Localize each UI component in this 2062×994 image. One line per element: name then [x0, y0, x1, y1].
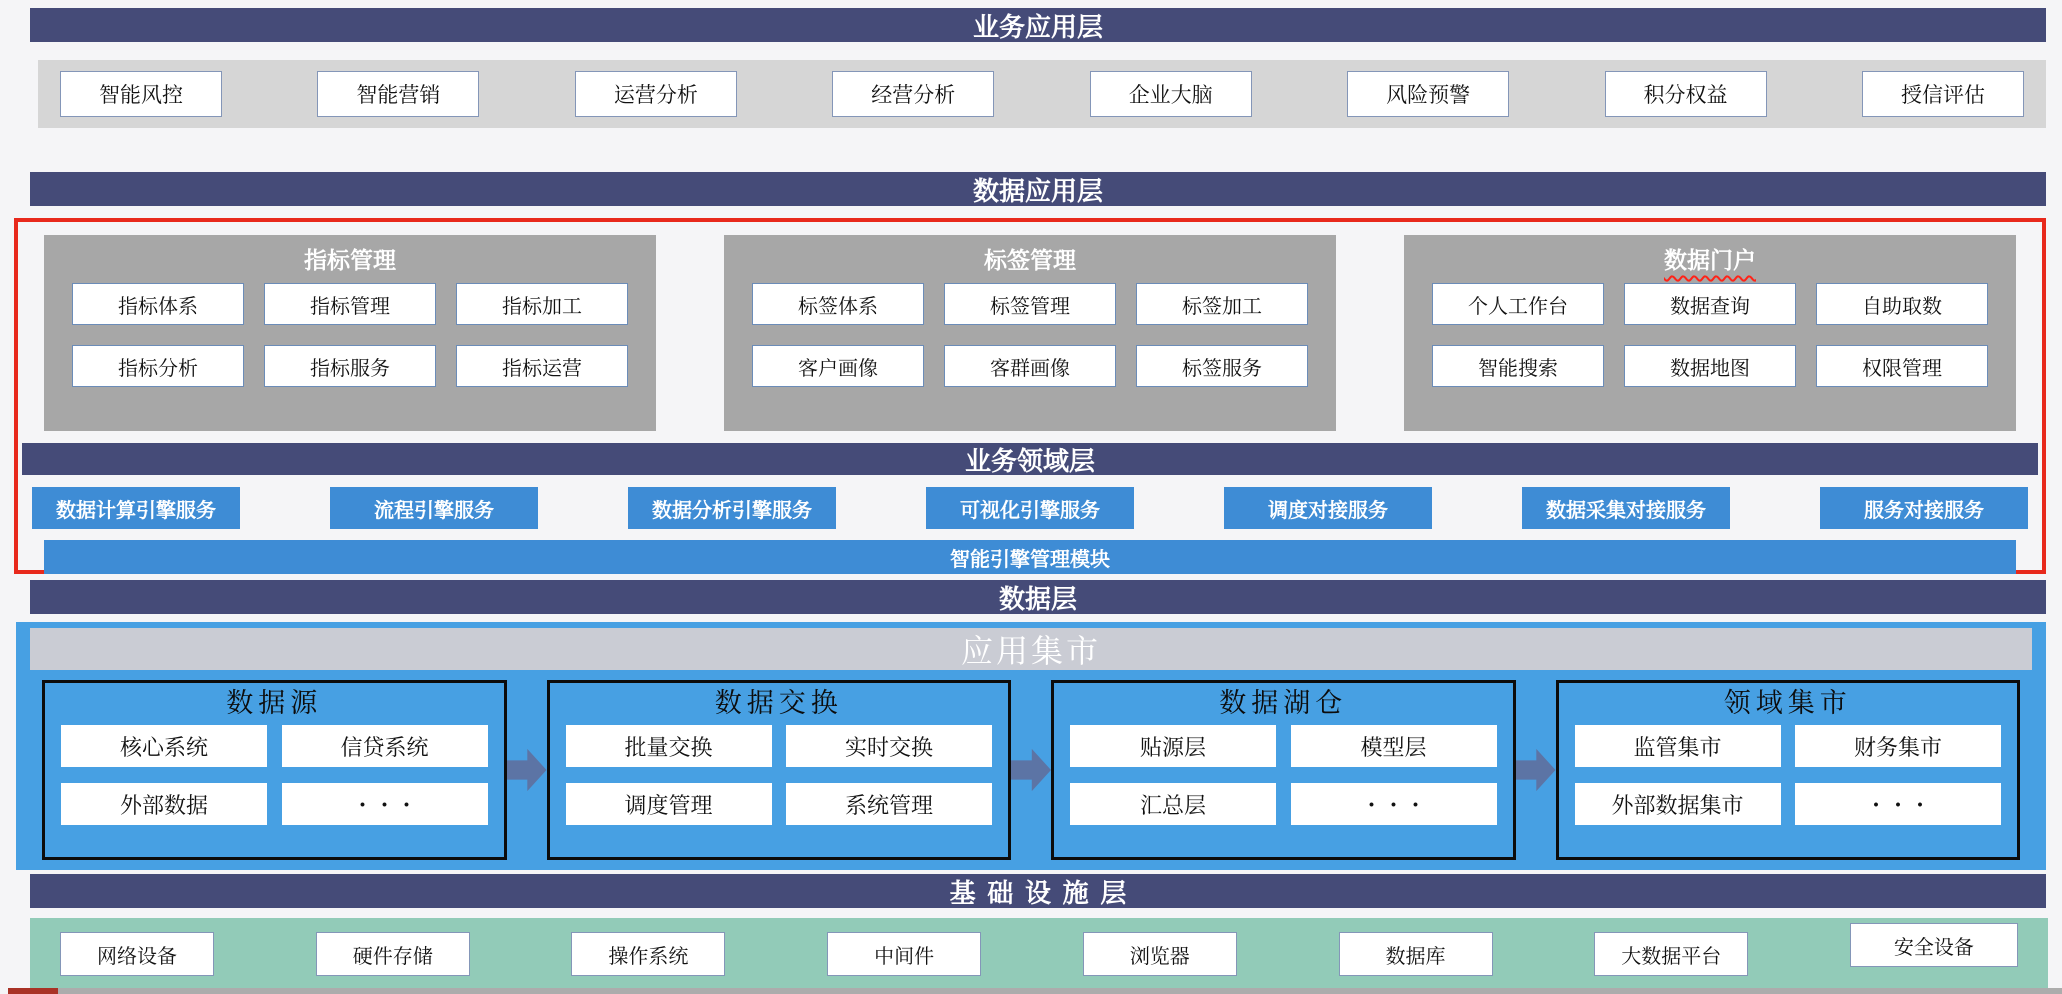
tag-box: 客户画像	[752, 345, 924, 387]
flow-arrow-icon	[507, 748, 547, 792]
tag-box: 标签服务	[1136, 345, 1308, 387]
business-app-box: 授信评估	[1862, 71, 2024, 117]
data-application-panels	[18, 222, 2042, 431]
panel-metric-management	[44, 235, 656, 431]
domain-mart-box: 财务集市	[1795, 725, 2001, 767]
business-app-box: 智能风控	[60, 71, 222, 117]
data-exchange-box: 系统管理	[786, 783, 992, 825]
infrastructure-box: 浏览器	[1083, 932, 1237, 976]
business-app-box: 经营分析	[832, 71, 994, 117]
infrastructure-box: 硬件存储	[316, 932, 470, 976]
panel-data-source	[42, 680, 507, 860]
panel-data-portal	[1404, 235, 2016, 431]
business-app-box: 智能营销	[317, 71, 479, 117]
portal-box: 智能搜索	[1432, 345, 1604, 387]
domain-mart-box: ・・・	[1795, 783, 2001, 825]
panel-domain-mart	[1556, 680, 2021, 860]
scrollbar-thumb[interactable]	[8, 988, 58, 994]
layer-header-data-application: 数据应用层	[30, 172, 2046, 206]
scrollbar-track[interactable]	[58, 988, 2062, 994]
flow-arrow-icon	[1011, 748, 1051, 792]
domain-mart-box: 监管集市	[1575, 725, 1781, 767]
flow-arrow-icon	[1516, 748, 1556, 792]
panel-title: 领域集市	[1723, 688, 1852, 718]
engine-service-box: 数据分析引擎服务	[628, 487, 836, 529]
metric-box: 指标加工	[456, 283, 628, 325]
layer-header-business-application: 业务应用层	[30, 8, 2046, 42]
engine-service-box: 服务对接服务	[1820, 487, 2028, 529]
tag-box: 客群画像	[944, 345, 1116, 387]
panel-title: 数据源	[226, 688, 323, 718]
data-layer-panels	[16, 670, 2046, 860]
layer-header-data: 数据层	[30, 580, 2046, 614]
lakehouse-box: 贴源层	[1070, 725, 1276, 767]
data-source-box: 外部数据	[61, 783, 267, 825]
application-mart-title: 应用集市	[30, 628, 2032, 670]
panel-title	[1404, 241, 2016, 279]
data-exchange-box: 实时交换	[786, 725, 992, 767]
business-app-box: 风险预警	[1347, 71, 1509, 117]
metric-box: 指标管理	[264, 283, 436, 325]
business-app-box: 企业大脑	[1090, 71, 1252, 117]
business-application-band	[38, 60, 2046, 128]
business-app-box: 运营分析	[575, 71, 737, 117]
infrastructure-box: 数据库	[1339, 932, 1493, 976]
lakehouse-box: 模型层	[1291, 725, 1497, 767]
metric-box: 指标服务	[264, 345, 436, 387]
infrastructure-box: 操作系统	[571, 932, 725, 976]
spellcheck-underline: 数据门户	[1664, 247, 1756, 273]
data-source-box: 核心系统	[61, 725, 267, 767]
panel-data-exchange	[547, 680, 1012, 860]
portal-box: 权限管理	[1816, 345, 1988, 387]
tag-box: 标签管理	[944, 283, 1116, 325]
layer-header-infrastructure: 基础设施层	[30, 874, 2046, 908]
data-application-red-outline	[14, 218, 2046, 574]
engine-services-row	[18, 487, 2042, 529]
lakehouse-box: 汇总层	[1070, 783, 1276, 825]
data-source-box: 信贷系统	[282, 725, 488, 767]
lakehouse-box: ・・・	[1291, 783, 1497, 825]
layer-header-business-domain: 业务领域层	[22, 443, 2038, 475]
portal-box: 自助取数	[1816, 283, 1988, 325]
data-source-box: ・・・	[282, 783, 488, 825]
engine-service-box: 数据计算引擎服务	[32, 487, 240, 529]
tag-box: 标签加工	[1136, 283, 1308, 325]
portal-box: 数据地图	[1624, 345, 1796, 387]
portal-box: 个人工作台	[1432, 283, 1604, 325]
infrastructure-box: 中间件	[827, 932, 981, 976]
domain-mart-box: 外部数据集市	[1575, 783, 1781, 825]
engine-service-box: 可视化引擎服务	[926, 487, 1134, 529]
engine-management-bar: 智能引擎管理模块	[44, 540, 2016, 574]
engine-service-box: 调度对接服务	[1224, 487, 1432, 529]
metric-box: 指标分析	[72, 345, 244, 387]
infrastructure-band	[30, 918, 2048, 990]
panel-data-lakehouse	[1051, 680, 1516, 860]
infrastructure-box: 网络设备	[60, 932, 214, 976]
data-exchange-box: 调度管理	[566, 783, 772, 825]
engine-service-box: 流程引擎服务	[330, 487, 538, 529]
infrastructure-box: 安全设备	[1850, 923, 2018, 967]
panel-title: 数据交换	[714, 688, 843, 718]
horizontal-scrollbar[interactable]	[0, 988, 2062, 994]
panel-tag-management	[724, 235, 1336, 431]
data-layer-container	[16, 622, 2046, 870]
data-exchange-box: 批量交换	[566, 725, 772, 767]
panel-title: 指标管理	[304, 247, 396, 273]
portal-box: 数据查询	[1624, 283, 1796, 325]
panel-title: 标签管理	[984, 247, 1076, 273]
metric-box: 指标体系	[72, 283, 244, 325]
engine-service-box: 数据采集对接服务	[1522, 487, 1730, 529]
panel-title: 数据湖仓	[1219, 688, 1348, 718]
metric-box: 指标运营	[456, 345, 628, 387]
business-app-box: 积分权益	[1605, 71, 1767, 117]
infrastructure-box: 大数据平台	[1594, 932, 1748, 976]
tag-box: 标签体系	[752, 283, 924, 325]
